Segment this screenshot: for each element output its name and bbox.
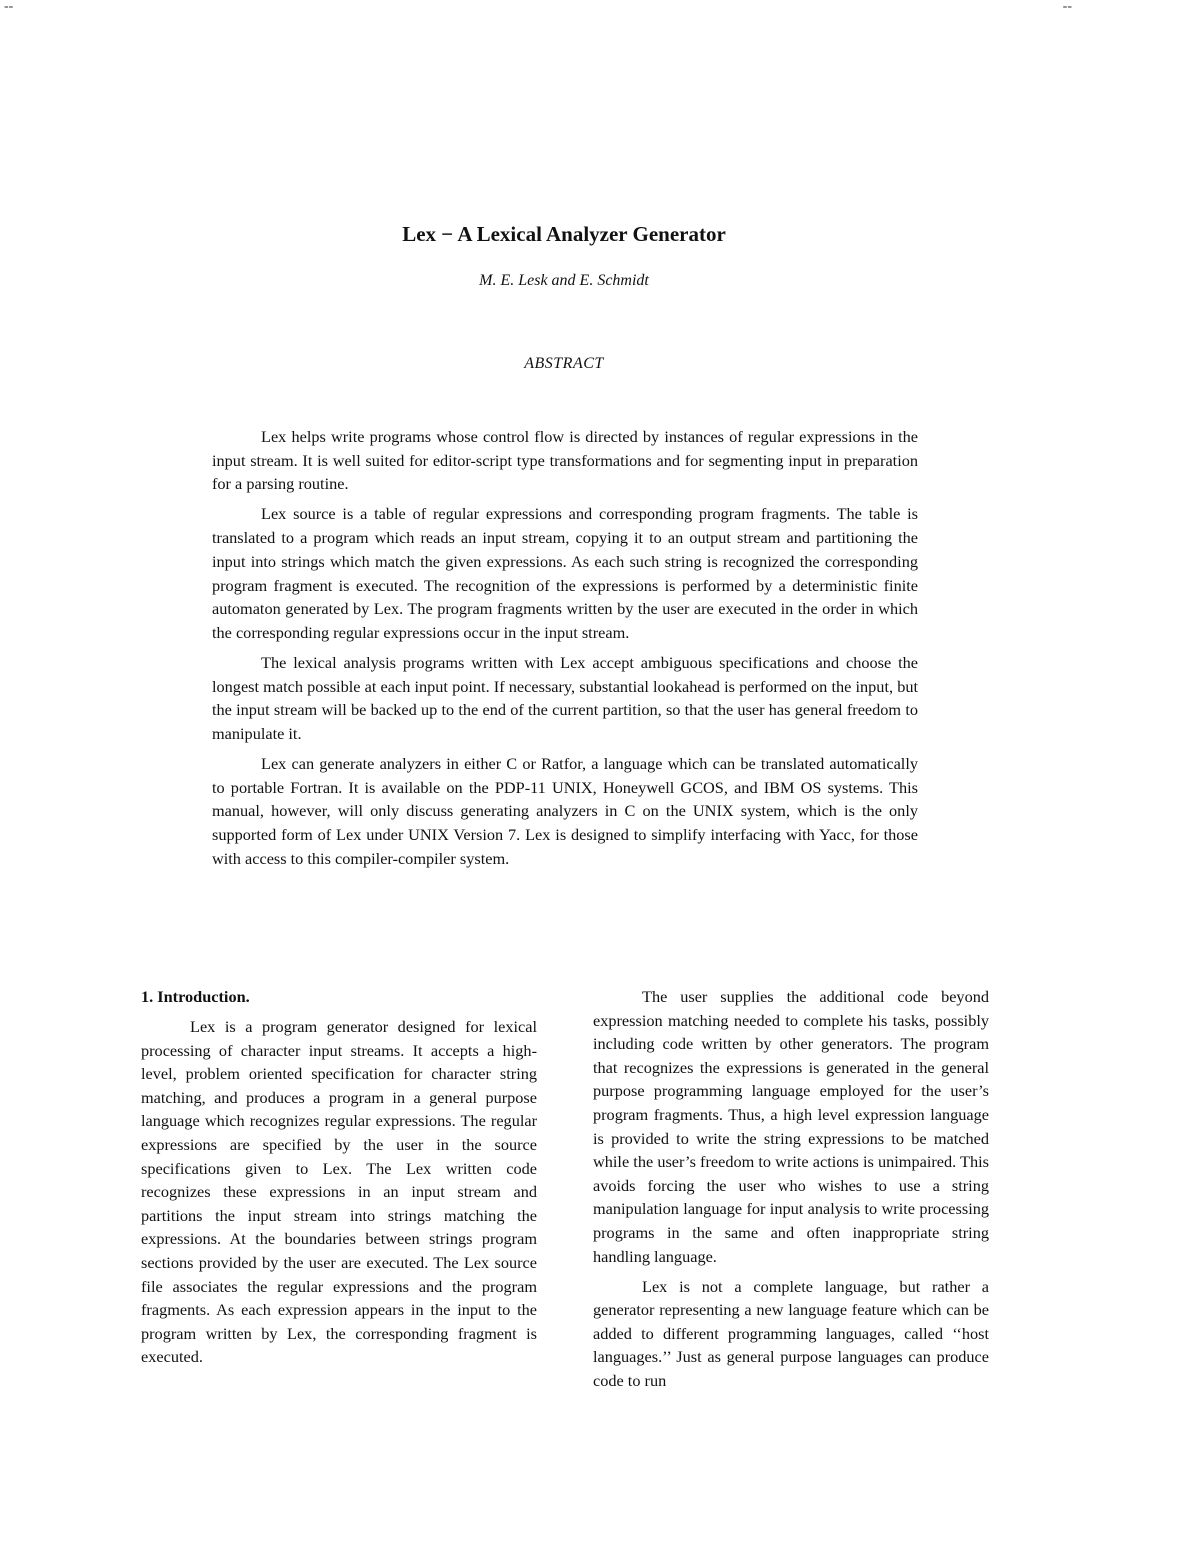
abstract-paragraph: Lex can generate analyzers in either C or Ratfor, a language which can be translated automatically to portable Fortran. It is available on the PDP-11 UNIX, Honeywell GCOS, and IBM OS systems. This manual, however, will only discuss generating analyzers in C on the UNIX system, which is the only supported form of Lex under UNIX Version 7. Lex is designed to simplify interfacing with Yacc, for those with access to this compiler-compiler system. — [212, 754, 918, 868]
right-column — [593, 985, 989, 1399]
abstract-paragraph: The lexical analysis programs written with Lex accept ambiguous specifications and choose the longest match possible at each input point. If necessary, substantial lookahead is performed on the input, but the input stream will be backed up to the end of the current partition, so that the user has general freedom to manipulate it. — [212, 652, 918, 744]
body-paragraph: Lex is not a complete language, but rather a generator representing a new language feature which can be added to different programming languages, called ‘‘host languages.’’ Just as general purpose languages can produce code to run — [593, 1276, 989, 1390]
abstract-body — [212, 425, 918, 877]
body-paragraph: The user supplies the additional code beyond expression matching needed to complete his tasks, possibly including code written by other generators. The program that recognizes the expressions is generated in the general purpose programming language employed for the user’s program fragments. Thus, a high level expression language is provided to write the string expressions to be matched while the user’s freedom to write actions is unimpaired. This avoids forcing the user who wishes to use a string manipulation language for input analysis to write processing programs in the same and often inappropriate string handling language. — [593, 987, 989, 1266]
body-paragraph: Lex is a program generator designed for lexical processing of character input streams. It accepts a high-level, problem oriented specification for character string matching, and produces a program in a general purpose language which recognizes regular expressions. The regular expressions are specified by the user in the source specifications given to Lex. The Lex written code recognizes these expressions in an input stream and partitions the input stream into strings matching the expressions. At the boundaries between strings program sections provided by the user are executed. The Lex source file associates the regular expressions and the program fragments. As each expression appears in the input to the program written by Lex, the corresponding fragment is executed. — [141, 1017, 537, 1367]
abstract-paragraph: Lex helps write programs whose control flow is directed by instances of regular expressions in the input stream. It is well suited for editor-script type transformations and for segmenting input in preparation for a parsing routine. — [212, 427, 918, 494]
abstract-paragraph: Lex source is a table of regular expressions and corresponding program fragments. The table is translated to a program which reads an input stream, copying it to an output stream and partitioning the input into strings which match the given expressions. As each such string is recognized the corresponding program fragment is executed. The recognition of the expressions is performed by a deterministic finite automaton generated by Lex. The program fragments written by the user are executed in the order in which the corresponding regular expressions occur in the input stream. — [212, 504, 918, 642]
section-heading: 1. Introduction. — [141, 987, 250, 1006]
paper-authors: M. E. Lesk and E. Schmidt — [479, 272, 649, 289]
corner-mark-left: -- — [4, 0, 14, 14]
left-column — [141, 985, 537, 1376]
paper-title: Lex − A Lexical Analyzer Generator — [402, 222, 726, 246]
abstract-heading: ABSTRACT — [524, 355, 604, 372]
corner-mark-right: -- — [1062, 0, 1072, 14]
